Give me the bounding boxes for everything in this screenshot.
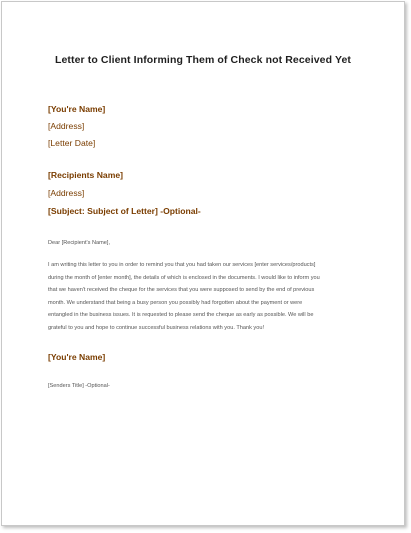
closing-name: [You're Name] xyxy=(48,352,106,362)
body-line: that we haven't received the cheque for the services that you were supposed to send by the end of previous xyxy=(48,287,315,293)
salutation: Dear [Recipient's Name], xyxy=(48,240,111,246)
recipient-address: [Address] xyxy=(48,188,85,198)
body-line: during the month of [enter month], the details of which is enclosed in the documents. I would like to inform you xyxy=(48,274,320,281)
body-line: I am writing this letter to you in order to remind you that you had taken our services [enter services/products] xyxy=(48,262,316,268)
letter-subject: [Subject: Subject of Letter] -Optional- xyxy=(48,206,201,216)
letter-title: Letter to Client Informing Them of Check not Received Yet xyxy=(54,54,352,66)
letter-body xyxy=(48,259,378,334)
sender-address: [Address] xyxy=(48,121,85,131)
letter-date: [Letter Date] xyxy=(48,138,96,148)
body-line: grateful to you and hope to continue successful business relations with you. Thank you! xyxy=(48,324,265,331)
closing-title: [Senders Title] -Optional- xyxy=(48,383,110,389)
document-page xyxy=(1,1,405,526)
body-line: entangled in the business issues. It is requested to please send the cheque as early as possible. We will be xyxy=(48,312,314,318)
sender-name: [You're Name] xyxy=(48,104,106,114)
body-line: month. We understand that being a busy person you possibly had forgotten about the payment or were xyxy=(48,299,303,306)
recipient-name: [Recipients Name] xyxy=(48,170,123,180)
